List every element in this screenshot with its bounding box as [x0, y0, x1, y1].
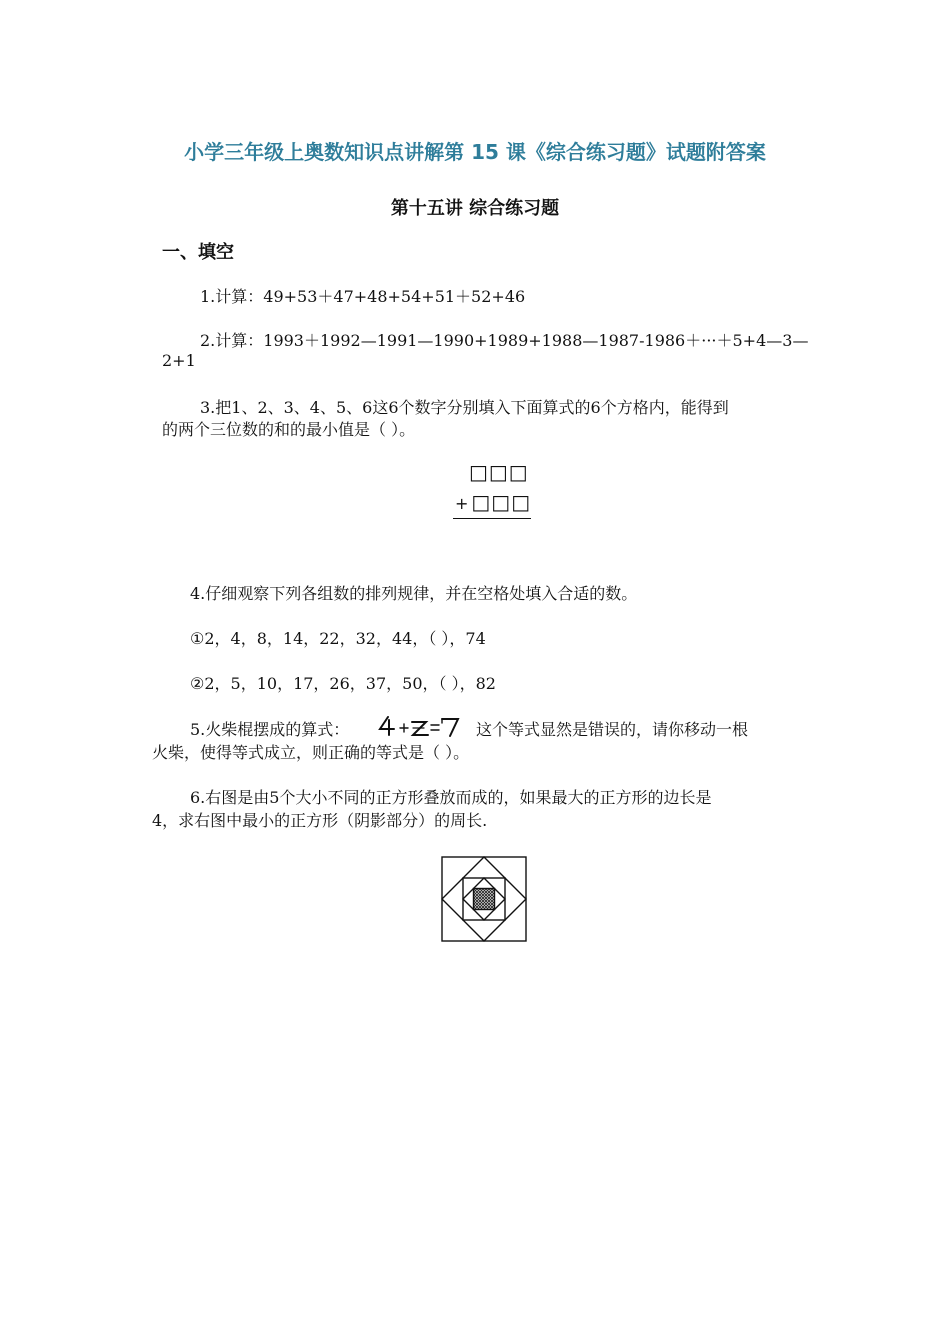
section-heading: 一、填空	[162, 242, 234, 263]
addend-bottom-row	[455, 490, 531, 514]
question-3-line-2: 的两个三位数的和的最小值是（ ）。	[162, 420, 416, 439]
question-4-intro: 4.仔细观察下列各组数的排列规律，并在空格处填入合适的数。	[190, 584, 638, 603]
lesson-title: 第十五讲 综合练习题	[390, 198, 560, 219]
addend-top-boxes: □□□	[469, 460, 529, 484]
smallest-shaded-square	[474, 889, 495, 910]
question-6-line-2: 4，求右图中最小的正方形（阴影部分）的周长.	[152, 811, 488, 830]
question-4-sequence-2: ②2，5，10，17，26，37，50，（ ），82	[190, 674, 496, 693]
question-5-prefix: 5.火柴棍摆成的算式：	[190, 720, 350, 739]
question-6-line-1: 6.右图是由5个大小不同的正方形叠放而成的，如果最大的正方形的边长是	[190, 788, 712, 807]
sum-line	[453, 518, 531, 519]
addend-bottom-boxes: □□□	[471, 490, 532, 514]
document-title: 小学三年级上奥数知识点讲解第 15 课《综合练习题》试题附答案	[184, 140, 766, 164]
question-5-suffix: 这个等式显然是错误的，请你移动一根	[476, 720, 749, 739]
matchstick-equation-figure	[376, 714, 476, 740]
question-4-sequence-1: ①2，4，8，14，22，32，44，（ ），74	[190, 629, 486, 648]
question-2-line-1: 2.计算：1993＋1992—1991—1990+1989+1988—1987-1986＋···＋5+4—3—	[200, 331, 809, 350]
question-3-line-1: 3.把1、2、3、4、5、6这6个数字分别填入下面算式的6个方格内，能得到	[200, 398, 729, 417]
plus-sign: +	[455, 494, 470, 513]
question-2-line-2: 2+1	[162, 351, 196, 370]
question-5-line-2: 火柴，使得等式成立，则正确的等式是（ ）。	[152, 743, 470, 762]
nested-squares-figure	[441, 856, 527, 942]
question-1: 1.计算：49+53＋47+48+54+51＋52+46	[200, 287, 526, 306]
